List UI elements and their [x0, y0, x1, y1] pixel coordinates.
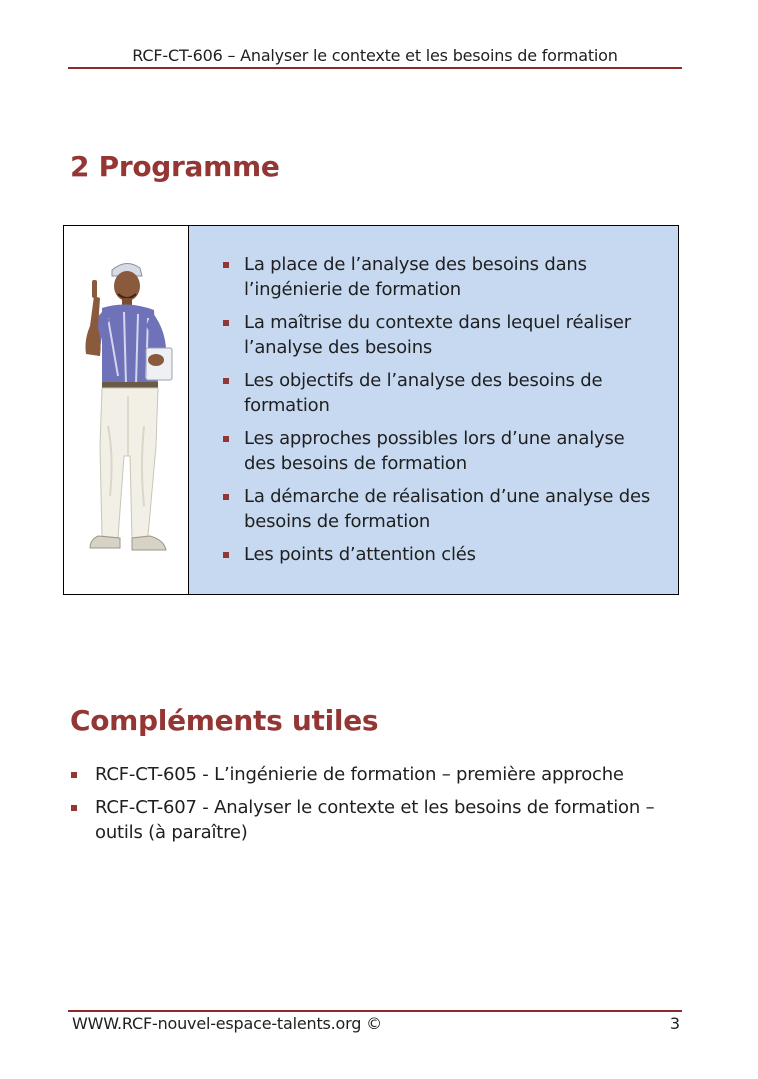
section-title-complements: Compléments utiles [70, 704, 379, 737]
list-item: La démarche de réalisation d’une analyse des besoins de formation [219, 484, 654, 534]
page-header: RCF-CT-606 – Analyser le contexte et les besoins de formation [132, 46, 618, 65]
presenter-illustration [72, 256, 180, 576]
list-item: RCF-CT-605 - L’ingénierie de formation – première approche [70, 762, 660, 787]
square-bullet-icon [223, 494, 229, 500]
complements-block [70, 762, 660, 853]
list-item: Les approches possibles lors d’une analyse des besoins de formation [219, 426, 654, 476]
list-item: RCF-CT-607 - Analyser le contexte et les besoins de formation – outils (à paraître) [70, 795, 660, 845]
page-number: 3 [669, 1014, 680, 1033]
complements-list [70, 762, 660, 845]
programme-table [63, 225, 679, 595]
square-bullet-icon [223, 552, 229, 558]
footer-divider [68, 1010, 682, 1012]
footer-website: WWW.RCF-nouvel-espace-talents.org © [72, 1014, 382, 1033]
list-item: Les objectifs de l’analyse des besoins de formation [219, 368, 654, 418]
header-divider [68, 67, 682, 69]
figure-cell [64, 226, 189, 594]
square-bullet-icon [71, 772, 77, 778]
square-bullet-icon [223, 436, 229, 442]
programme-list [219, 252, 654, 567]
square-bullet-icon [223, 262, 229, 268]
list-item: La maîtrise du contexte dans lequel réaliser l’analyse des besoins [219, 310, 654, 360]
list-item: Les points d’attention clés [219, 542, 654, 567]
square-bullet-icon [223, 378, 229, 384]
list-item: La place de l’analyse des besoins dans l’ingénierie de formation [219, 252, 654, 302]
programme-list-cell [189, 226, 678, 594]
square-bullet-icon [223, 320, 229, 326]
section-title-programme: 2 Programme [70, 150, 280, 183]
square-bullet-icon [71, 805, 77, 811]
